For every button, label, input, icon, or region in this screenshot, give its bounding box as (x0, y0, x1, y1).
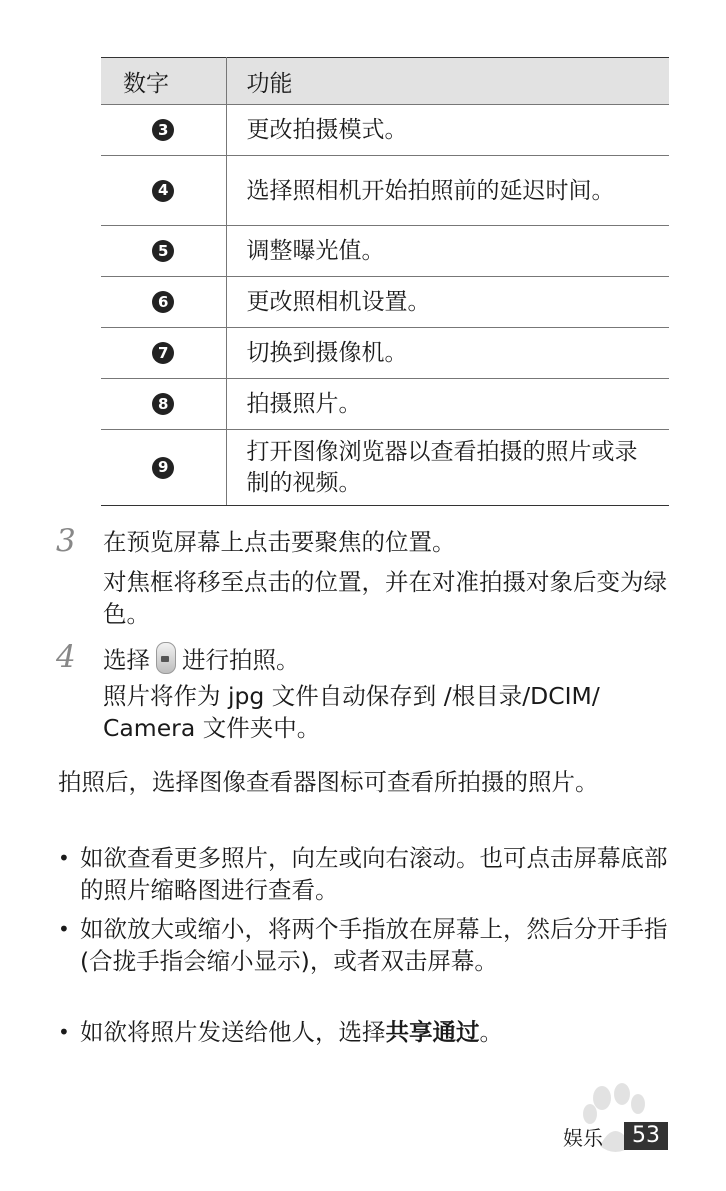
column-header-number: 数字 (101, 58, 226, 105)
step-instruction (103, 642, 673, 676)
table-row (101, 105, 669, 156)
page-number: 53 (624, 1122, 668, 1150)
number-badge: 5 (152, 240, 174, 262)
step-number: 3 (56, 523, 76, 559)
step-detail: 照片将作为 jpg 文件自动保存到 /根目录/DCIM/ Camera 文件夹中。 (103, 682, 600, 742)
function-description: 更改拍摄模式。 (226, 105, 669, 156)
bullet-dot: • (58, 846, 70, 870)
share-via-label: 共享通过 (385, 1018, 480, 1046)
number-badge: 8 (152, 393, 174, 415)
step-number: 4 (56, 639, 76, 675)
step-instruction: 在预览屏幕上点击要聚焦的位置。 (103, 528, 456, 556)
function-description: 调整曝光值。 (226, 226, 669, 277)
bullet-text: 如欲查看更多照片，向左或向右滚动。也可点击屏幕底部的照片缩略图进行查看。 (80, 844, 668, 904)
function-table (101, 57, 669, 506)
table-row (101, 430, 669, 506)
table-row (101, 328, 669, 379)
function-description: 切换到摄像机。 (226, 328, 669, 379)
function-description: 打开图像浏览器以查看拍摄的照片或录制的视频。 (226, 430, 669, 506)
number-badge: 9 (152, 457, 174, 479)
function-description: 更改照相机设置。 (226, 277, 669, 328)
table-row (101, 156, 669, 226)
table-header-row (101, 58, 669, 105)
step-detail: 对焦框将移至点击的位置，并在对准拍摄对象后变为绿色。 (103, 568, 667, 628)
bullet-text: 如欲将照片发送给他人，选择共享通过。 (80, 1018, 503, 1046)
step-instruction-before: 选择 (103, 646, 150, 674)
number-badge: 7 (152, 342, 174, 364)
table-row (101, 277, 669, 328)
column-header-function: 功能 (226, 58, 669, 105)
list-item (58, 842, 670, 906)
watermark-logo (510, 1076, 710, 1166)
function-description: 拍摄照片。 (226, 379, 669, 430)
number-badge: 6 (152, 291, 174, 313)
list-item (58, 913, 670, 1009)
number-badge: 3 (152, 119, 174, 141)
footer-section-label: 娱乐 (563, 1126, 603, 1150)
bullet-text: 如欲放大或缩小，将两个手指放在屏幕上，然后分开手指 (合拢手指会缩小显示)，或者双击屏幕。 (80, 915, 668, 975)
step-instruction-after: 进行拍照。 (182, 646, 300, 674)
table-row (101, 226, 669, 277)
table-row (101, 379, 669, 430)
bullet-dot: • (58, 917, 70, 941)
bullet-dot: • (58, 1020, 70, 1044)
list-item (58, 1016, 670, 1048)
function-description: 选择照相机开始拍照前的延迟时间。 (226, 156, 669, 226)
camera-shutter-icon (156, 642, 176, 674)
number-badge: 4 (152, 180, 174, 202)
info-paragraph: 拍照后，选择图像查看器图标可查看所拍摄的照片。 (58, 768, 599, 796)
